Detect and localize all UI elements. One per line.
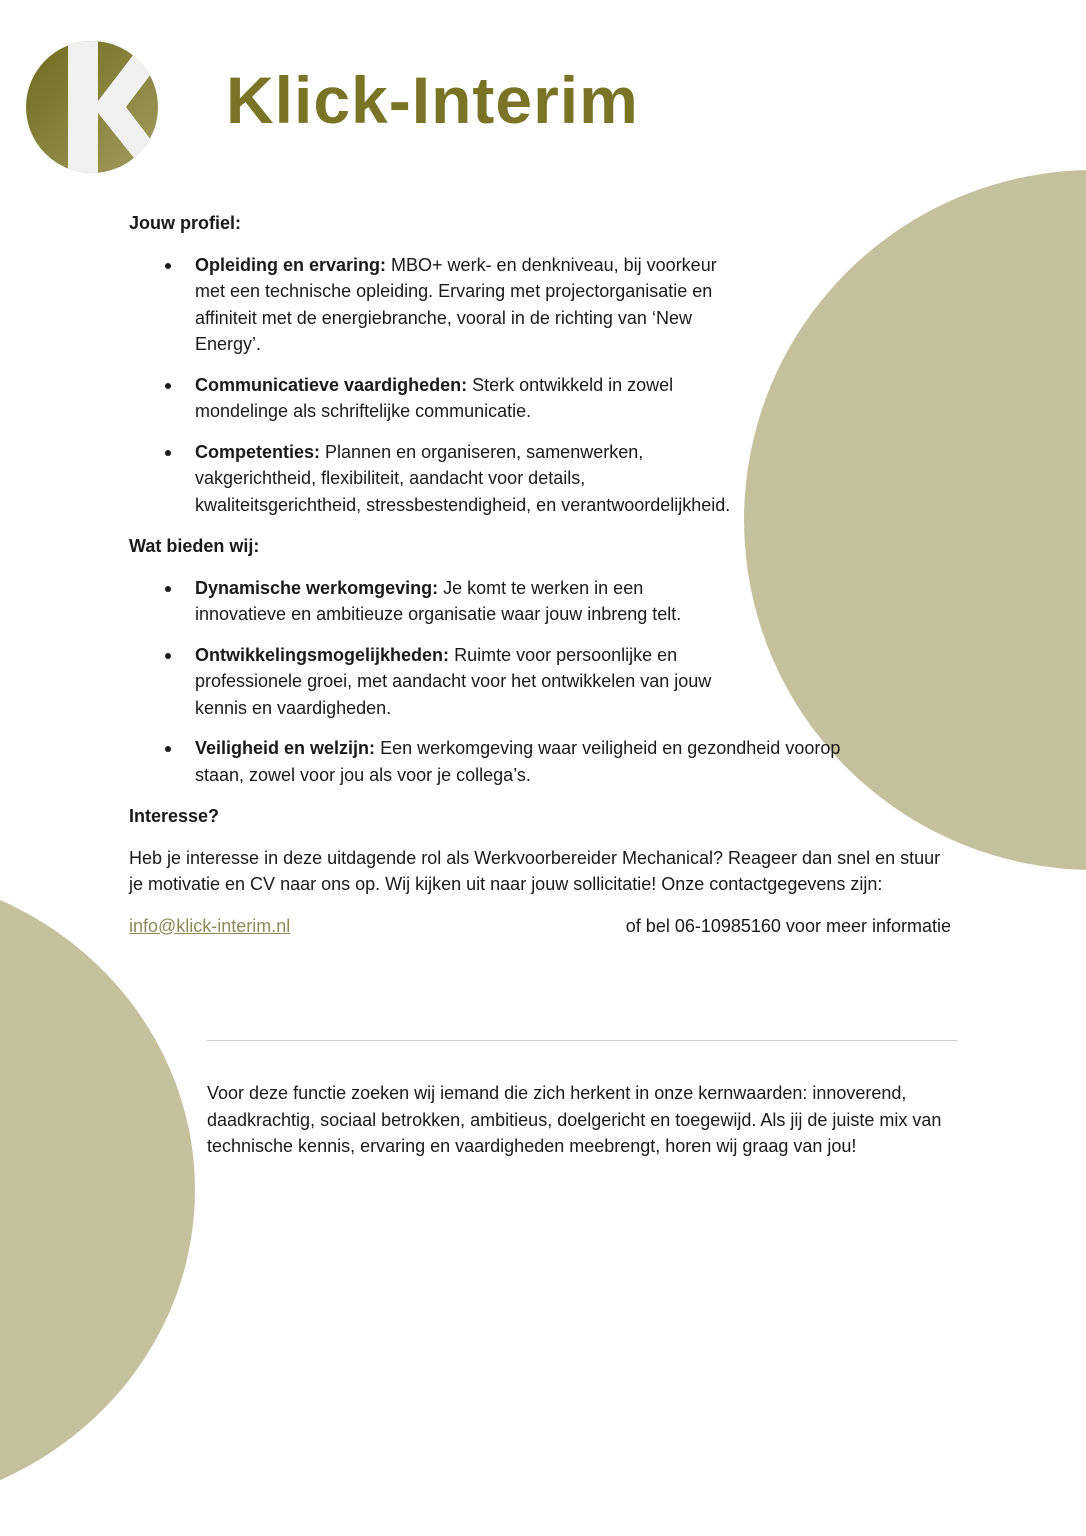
- bullet-icon: [165, 586, 171, 592]
- interest-heading: Interesse?: [129, 806, 220, 826]
- item-term: Competenties:: [195, 441, 321, 462]
- profile-list: [129, 252, 959, 519]
- offer-list: [129, 575, 959, 789]
- item-text: Je komt te werken in een innovatieve en ambitieuze organisatie waar jouw inbreng telt.: [195, 577, 682, 624]
- list-item: [129, 372, 735, 425]
- list-item: [129, 642, 735, 722]
- job-description: [129, 210, 959, 943]
- item-text: Een werkomgeving waar veiligheid en gezondheid voorop staan, zowel voor jou als voor je collega’s.: [195, 738, 841, 785]
- offer-heading: Wat bieden wij:: [129, 536, 260, 556]
- item-text: MBO+ werk- en denkniveau, bij voorkeur met een technische opleiding. Ervaring met projectorganisatie en affiniteit met de energiebranche, vooral in de richting van ‘New Energy’.: [195, 254, 717, 354]
- item-term: Ontwikkelingsmogelijkheden:: [195, 644, 450, 665]
- list-item: [129, 575, 735, 628]
- item-text: Ruimte voor persoonlijke en professionele groei, met aandacht voor het ontwikkelen van jouw kennis en vaardigheden.: [195, 644, 712, 718]
- item-term: Dynamische werkomgeving:: [195, 577, 439, 598]
- decorative-circle-left: [0, 870, 195, 1510]
- bullet-icon: [165, 263, 171, 269]
- list-item: [129, 439, 735, 519]
- bullet-icon: [165, 383, 171, 389]
- email-link[interactable]: info@klick-interim.nl: [129, 915, 291, 936]
- closing-text: Voor deze functie zoeken wij iemand die zich herkent in onze kernwaarden: innoverend, daadkrachtig, sociaal betrokken, ambitieus, doelgericht en toegewijd. Als jij de juiste mix van technische kennis, ervaring en vaardigheden meebrengt, horen wij graag van jou!: [207, 1083, 942, 1156]
- item-text: Plannen en organiseren, samenwerken, vakgerichtheid, flexibiliteit, aandacht voor details, kwaliteitsgerichtheid, stressbestendigheid, en verantwoordelijkheid.: [195, 441, 731, 515]
- item-term: Veiligheid en welzijn:: [195, 738, 376, 758]
- brand-name: Klick-Interim: [226, 63, 639, 137]
- list-item: [129, 252, 735, 358]
- brand-logo: [26, 41, 158, 173]
- bullet-icon: [165, 653, 171, 659]
- bullet-icon: [165, 746, 171, 752]
- item-term: Opleiding en ervaring:: [195, 254, 387, 275]
- bullet-icon: [165, 450, 171, 456]
- divider: [207, 1040, 957, 1041]
- item-term: Communicatieve vaardigheden:: [195, 374, 468, 395]
- interest-text: Heb je interesse in deze uitdagende rol als Werkvoorbereider Mechanical? Reageer dan snel en stuur je motivatie en CV naar ons op. Wij kijken uit naar jouw sollicitatie! Onze contactgegevens zijn:: [129, 847, 941, 894]
- list-item: [129, 735, 855, 788]
- phone-text: of bel 06-10985160 voor meer informatie: [625, 915, 951, 936]
- profile-heading: Jouw profiel:: [129, 213, 241, 233]
- item-text: Sterk ontwikkeld in zowel mondelinge als schriftelijke communicatie.: [195, 374, 674, 421]
- contact-row: [129, 913, 959, 943]
